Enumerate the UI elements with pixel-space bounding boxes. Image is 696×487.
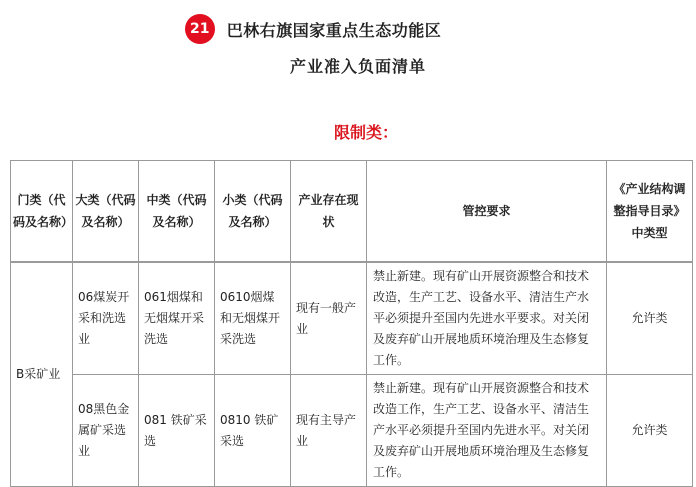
document-subtitle: 产业准入负面清单 [289, 57, 426, 76]
catalog-type-cell: 允许类 [607, 263, 693, 375]
minor-class-cell: 0610烟煤和无烟煤开采洗选 [215, 263, 291, 375]
industry-status-cell: 现有一般产业 [291, 263, 367, 375]
minor-class-cell: 0810 铁矿采选 [215, 375, 291, 487]
control-requirement-cell: 禁止新建。现有矿山开展资源整合和技术改造工作，生产工艺、设备水平、清洁生产水平必须提升至国内先进水平。对关闭及废弃矿山开展地质环境治理及生态修复工作。 [367, 375, 607, 487]
document-title: 巴林右旗国家重点生态功能区 [226, 20, 442, 40]
col-major-class: 大类（代码及名称） [73, 161, 139, 262]
col-category: 门类（代码及名称） [11, 161, 73, 262]
major-class-cell: 06煤炭开采和洗选业 [73, 263, 139, 375]
document-header [0, 14, 696, 76]
col-catalog-type: 《产业结构调整指导目录》中类型 [607, 161, 693, 262]
catalog-type-cell: 允许类 [607, 375, 693, 487]
industry-status-cell: 现有主导产业 [291, 375, 367, 487]
major-class-cell: 08黑色金属矿采选业 [73, 375, 139, 487]
table-row [11, 375, 693, 487]
control-requirement-cell: 禁止新建。现有矿山开展资源整合和技术改造，生产工艺、设备水平、清洁生产水平必须提升至国内先进水平要求。对关闭及废弃矿山开展地质环境治理及生态修复工作。 [367, 263, 607, 375]
restricted-section-label: 限制类： [333, 123, 398, 142]
title-row [0, 14, 696, 44]
section-number-badge: 21 [185, 14, 215, 44]
header-row [11, 161, 693, 262]
col-minor-class: 小类（代码及名称） [215, 161, 291, 262]
table-body [10, 262, 693, 487]
col-medium-class: 中类（代码及名称） [139, 161, 215, 262]
table-row [11, 263, 693, 375]
category-cell: B采矿业 [11, 263, 73, 487]
table-header [10, 160, 693, 262]
medium-class-cell: 061烟煤和无烟煤开采洗选 [139, 263, 215, 375]
col-industry-status: 产业存在现状 [291, 161, 367, 262]
col-control-requirements: 管控要求 [367, 161, 607, 262]
medium-class-cell: 081 铁矿采选 [139, 375, 215, 487]
